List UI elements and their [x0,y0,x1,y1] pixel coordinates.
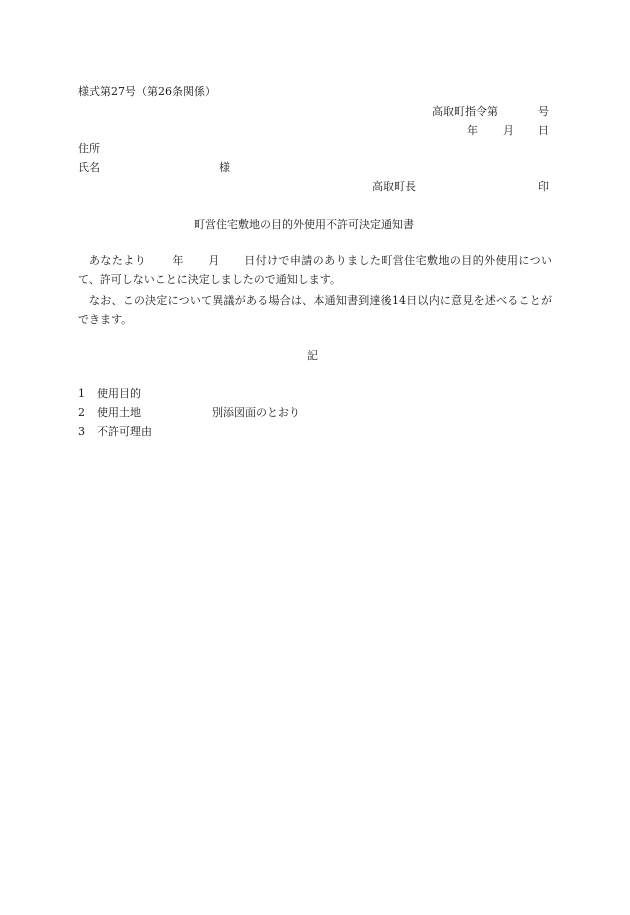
sender-title: 高取町長 [372,180,416,193]
item-label: 使用土地 [97,406,141,419]
item-2 [78,406,141,420]
seal-mark: 印 [538,180,549,193]
p1-year: 年 [172,254,184,267]
doc-number-prefix: 高取町指令第 [432,105,498,118]
ki-heading: 記 [307,349,318,362]
body-paragraph-2: なお、この決定について異議がある場合は、本通知書到達後14日以内に意見を述べることができます。 [78,294,552,326]
p1-start: あなたより [89,254,147,267]
item-3 [78,425,152,439]
item-label: 不許可理由 [97,425,152,438]
date-year: 年 [467,124,478,137]
item-number: 3 [78,425,85,438]
p1-rest: 日付けで申請のありました町営住宅敷地の目的外使用について、許可しないことに決定しましたので通知します。 [78,254,553,286]
body-paragraph-1 [78,251,552,289]
item-number: 1 [78,387,85,400]
item-2-value: 別添図面のとおり [212,406,300,419]
honorific: 様 [219,161,230,174]
p1-month: 月 [207,254,220,267]
item-1 [78,387,141,401]
date-day: 日 [538,124,549,137]
doc-number-suffix: 号 [538,105,549,118]
address-label: 住所 [78,142,100,155]
document-title: 町営住宅敷地の目的外使用不許可決定通知書 [194,218,414,231]
item-number: 2 [78,406,85,419]
name-label: 氏名 [78,161,100,174]
form-number: 様式第27号（第26条関係） [78,85,216,98]
date-month: 月 [503,124,514,137]
item-label: 使用目的 [97,387,141,400]
